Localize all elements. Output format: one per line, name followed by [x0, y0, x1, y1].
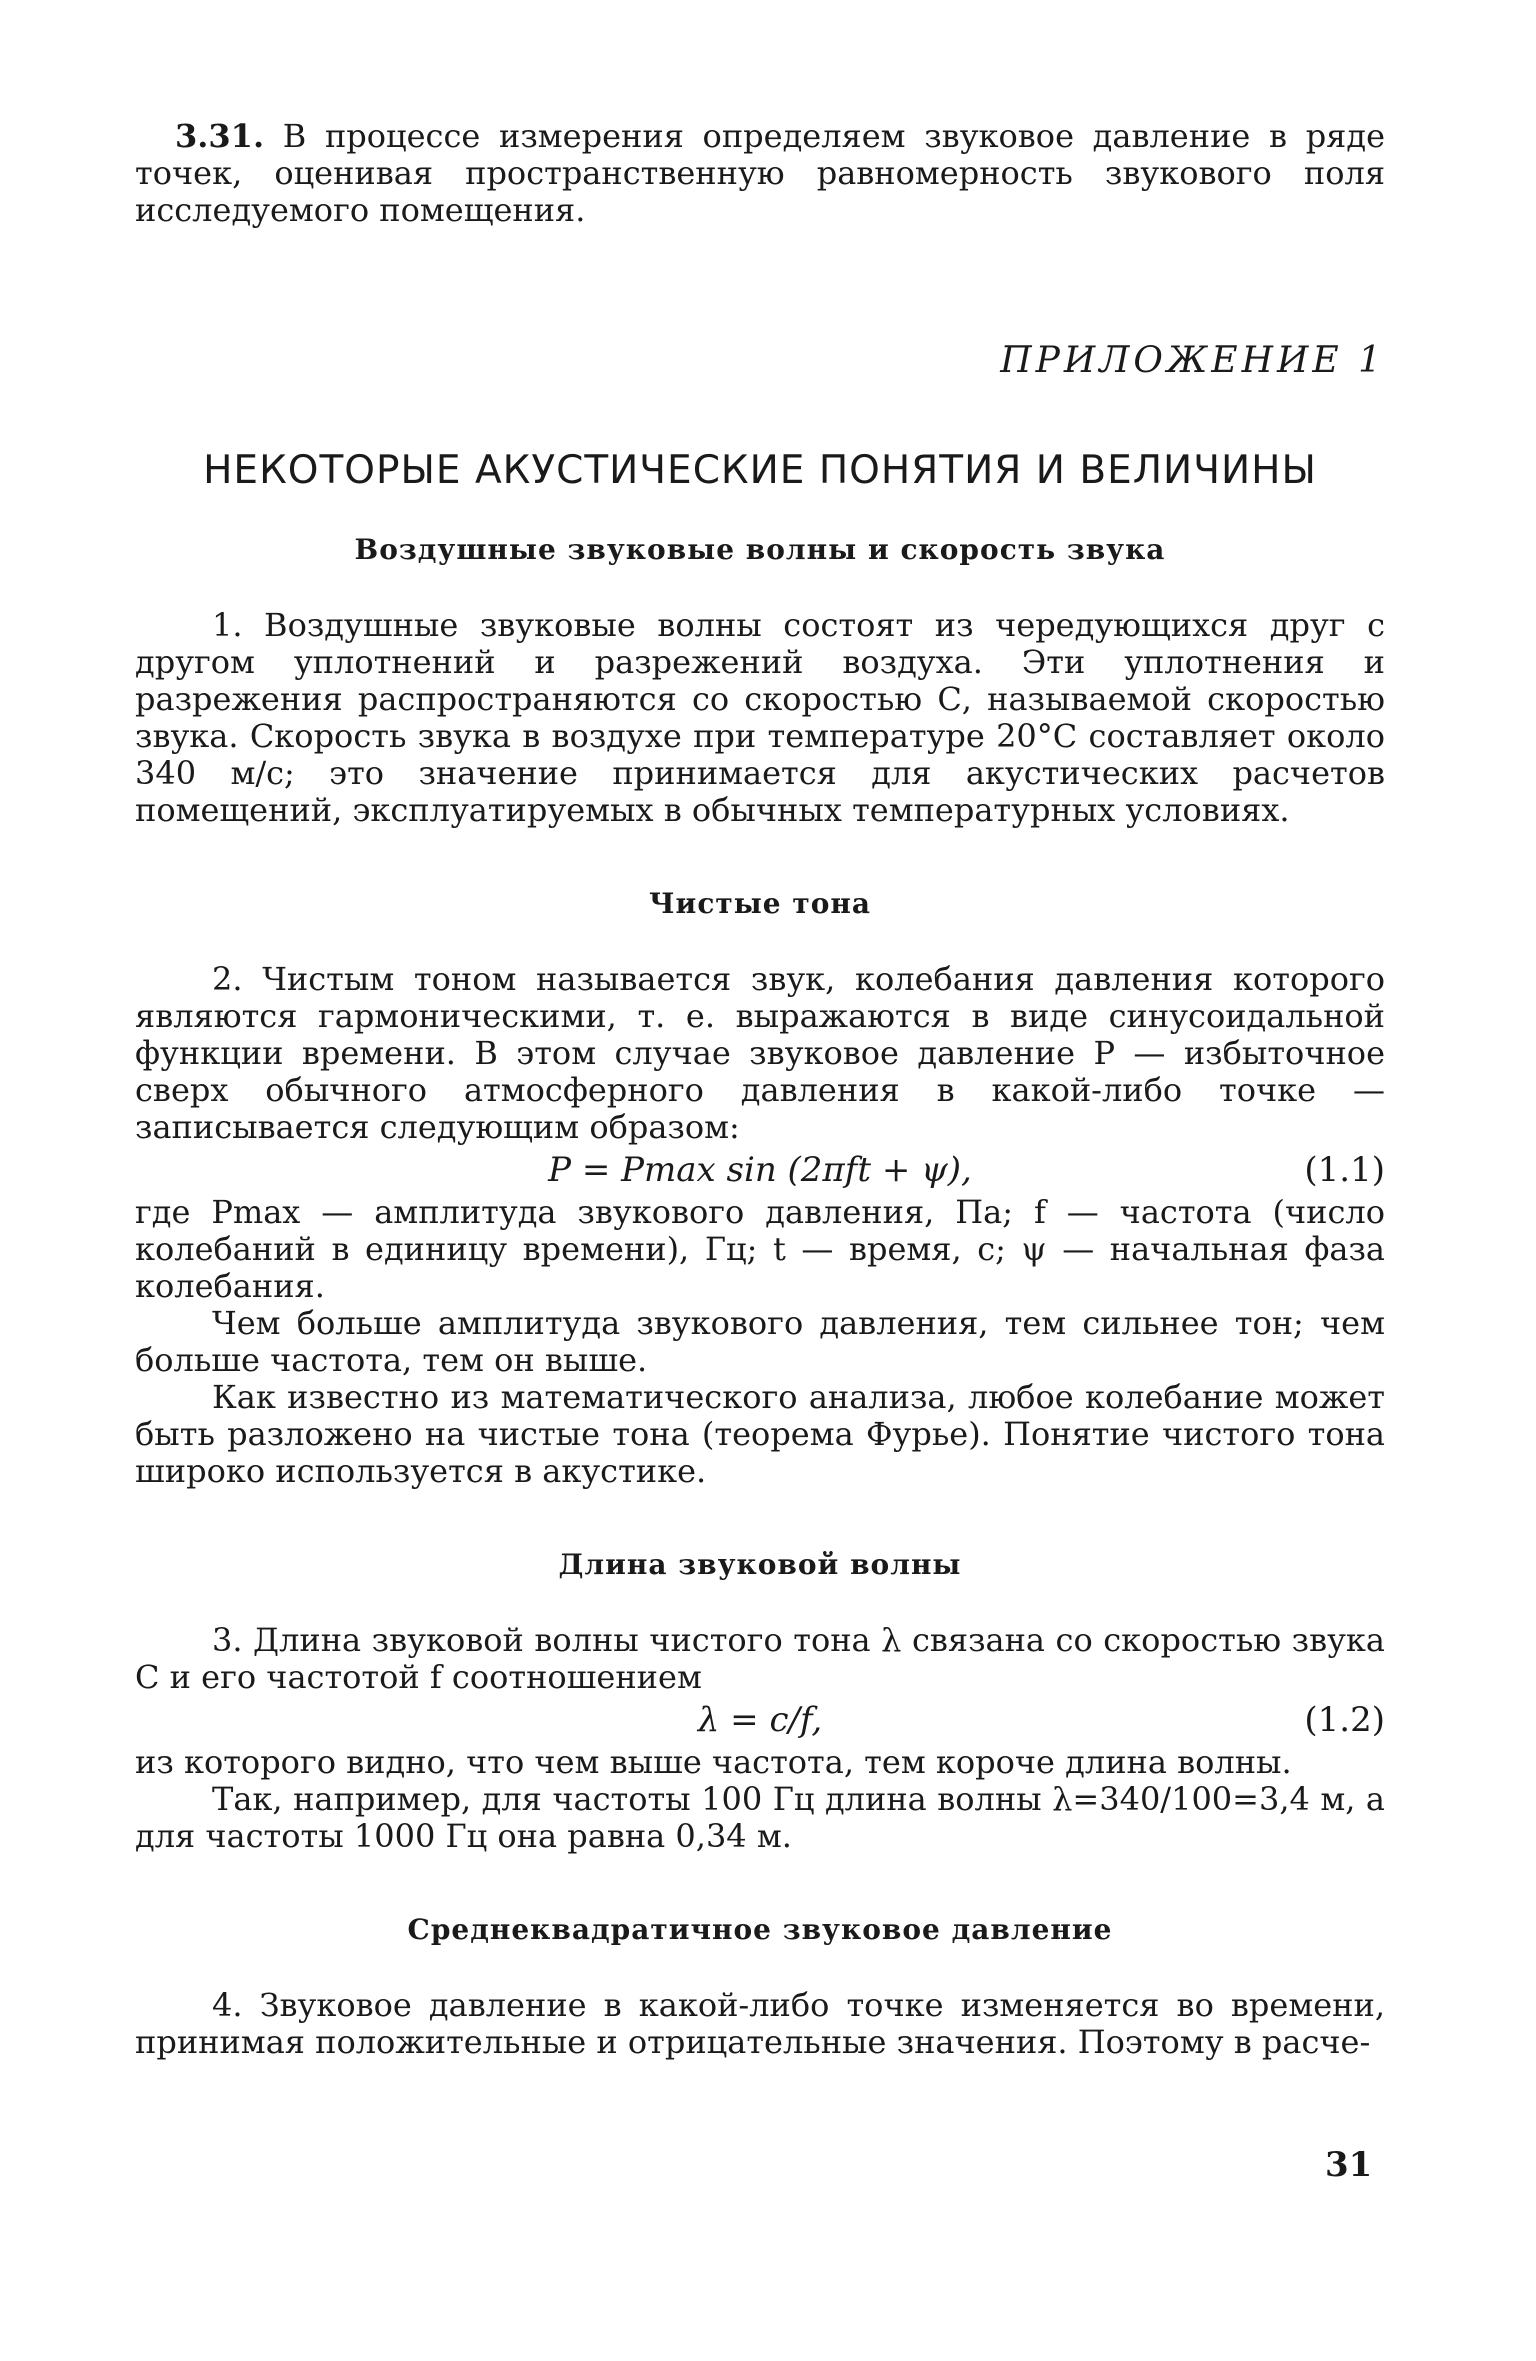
paragraph-2-amplitude: Чем больше амплитуда звукового давления, тем сильнее тон; чем больше частота, тем он выше.	[135, 1304, 1385, 1379]
section-heading-wavelength: Длина звуковой волны	[558, 1548, 962, 1581]
appendix-label: ПРИЛОЖЕНИЕ 1	[1000, 340, 1385, 381]
formula-1-1-number: (1.1)	[1304, 1150, 1385, 1190]
formula-1-1	[135, 1146, 1385, 1194]
main-title: НЕКОТОРЫЕ АКУСТИЧЕСКИЕ ПОНЯТИЯ И ВЕЛИЧИНЫ	[203, 448, 1317, 493]
formula-1-2	[135, 1696, 1385, 1744]
intro-number: 3.31.	[175, 117, 265, 155]
paragraph-3: 3. Длина звуковой волны чистого тона λ связана со скоростью звука С и его частотой f соотношением	[135, 1621, 1385, 1696]
paragraph-3-conclusion: из которого видно, что чем выше частота, тем короче длина волны.	[135, 1743, 1292, 1781]
formula-1-2-number: (1.2)	[1304, 1700, 1385, 1740]
paragraph-4: 4. Звуковое давление в какой-либо точке изменяется во времени, принимая положительные и отрицательные значения. Поэтому в расче-	[135, 1986, 1385, 2061]
paragraph-2-definitions: где Pmax — амплитуда звукового давления, Па; f — частота (число колебаний в единицу времени), Гц; t — время, с; ψ — начальная фаза колебания.	[135, 1193, 1385, 1305]
section-heading-rms-pressure: Среднеквадратичное звуковое давление	[407, 1913, 1113, 1946]
section-heading-air-waves: Воздушные звуковые волны и скорость звука	[354, 533, 1166, 566]
paragraph-2: 2. Чистым тоном называется звук, колебания давления которого являются гармоническими, т. е. выражаются в виде синусоидальной функции времени. В этом случае звуковое давление P — избыточное сверх обычного атмосферного давления в какой-либо точке — записывается следующим образом:	[135, 960, 1385, 1146]
section-heading-pure-tones: Чистые тона	[648, 887, 872, 920]
intro-paragraph	[135, 118, 1385, 229]
page-content	[135, 118, 1385, 2061]
page-number: 31	[1325, 2145, 1373, 2185]
intro-text: В процессе измерения определяем звуковое давление в ряде точек, оценивая пространственную равномерность звукового поля исследуемого помещения.	[135, 117, 1386, 229]
formula-1-1-expression: P = Pmax sin (2πft + ψ),	[548, 1150, 972, 1190]
paragraph-3-example: Так, например, для частоты 100 Гц длина волны λ=340/100=3,4 м, а для частоты 1000 Гц она равна 0,34 м.	[135, 1780, 1386, 1855]
paragraph-1: 1. Воздушные звуковые волны состоят из чередующихся друг с другом уплотнений и разрежений воздуха. Эти уплотнения и разрежения распространяются со скоростью С, называемой скоростью звука. Скорость звука в воздухе при температуре 20°С составляет около 340 м/с; это значение принимается для акустических расчетов помещений, эксплуатируемых в обычных температурных условиях.	[135, 606, 1385, 829]
paragraph-2-fourier: Как известно из математического анализа, любое колебание может быть разложено на чистые тона (теорема Фурье). Понятие чистого тона широко используется в акустике.	[135, 1378, 1385, 1490]
formula-1-2-expression: λ = c/f,	[697, 1700, 823, 1740]
